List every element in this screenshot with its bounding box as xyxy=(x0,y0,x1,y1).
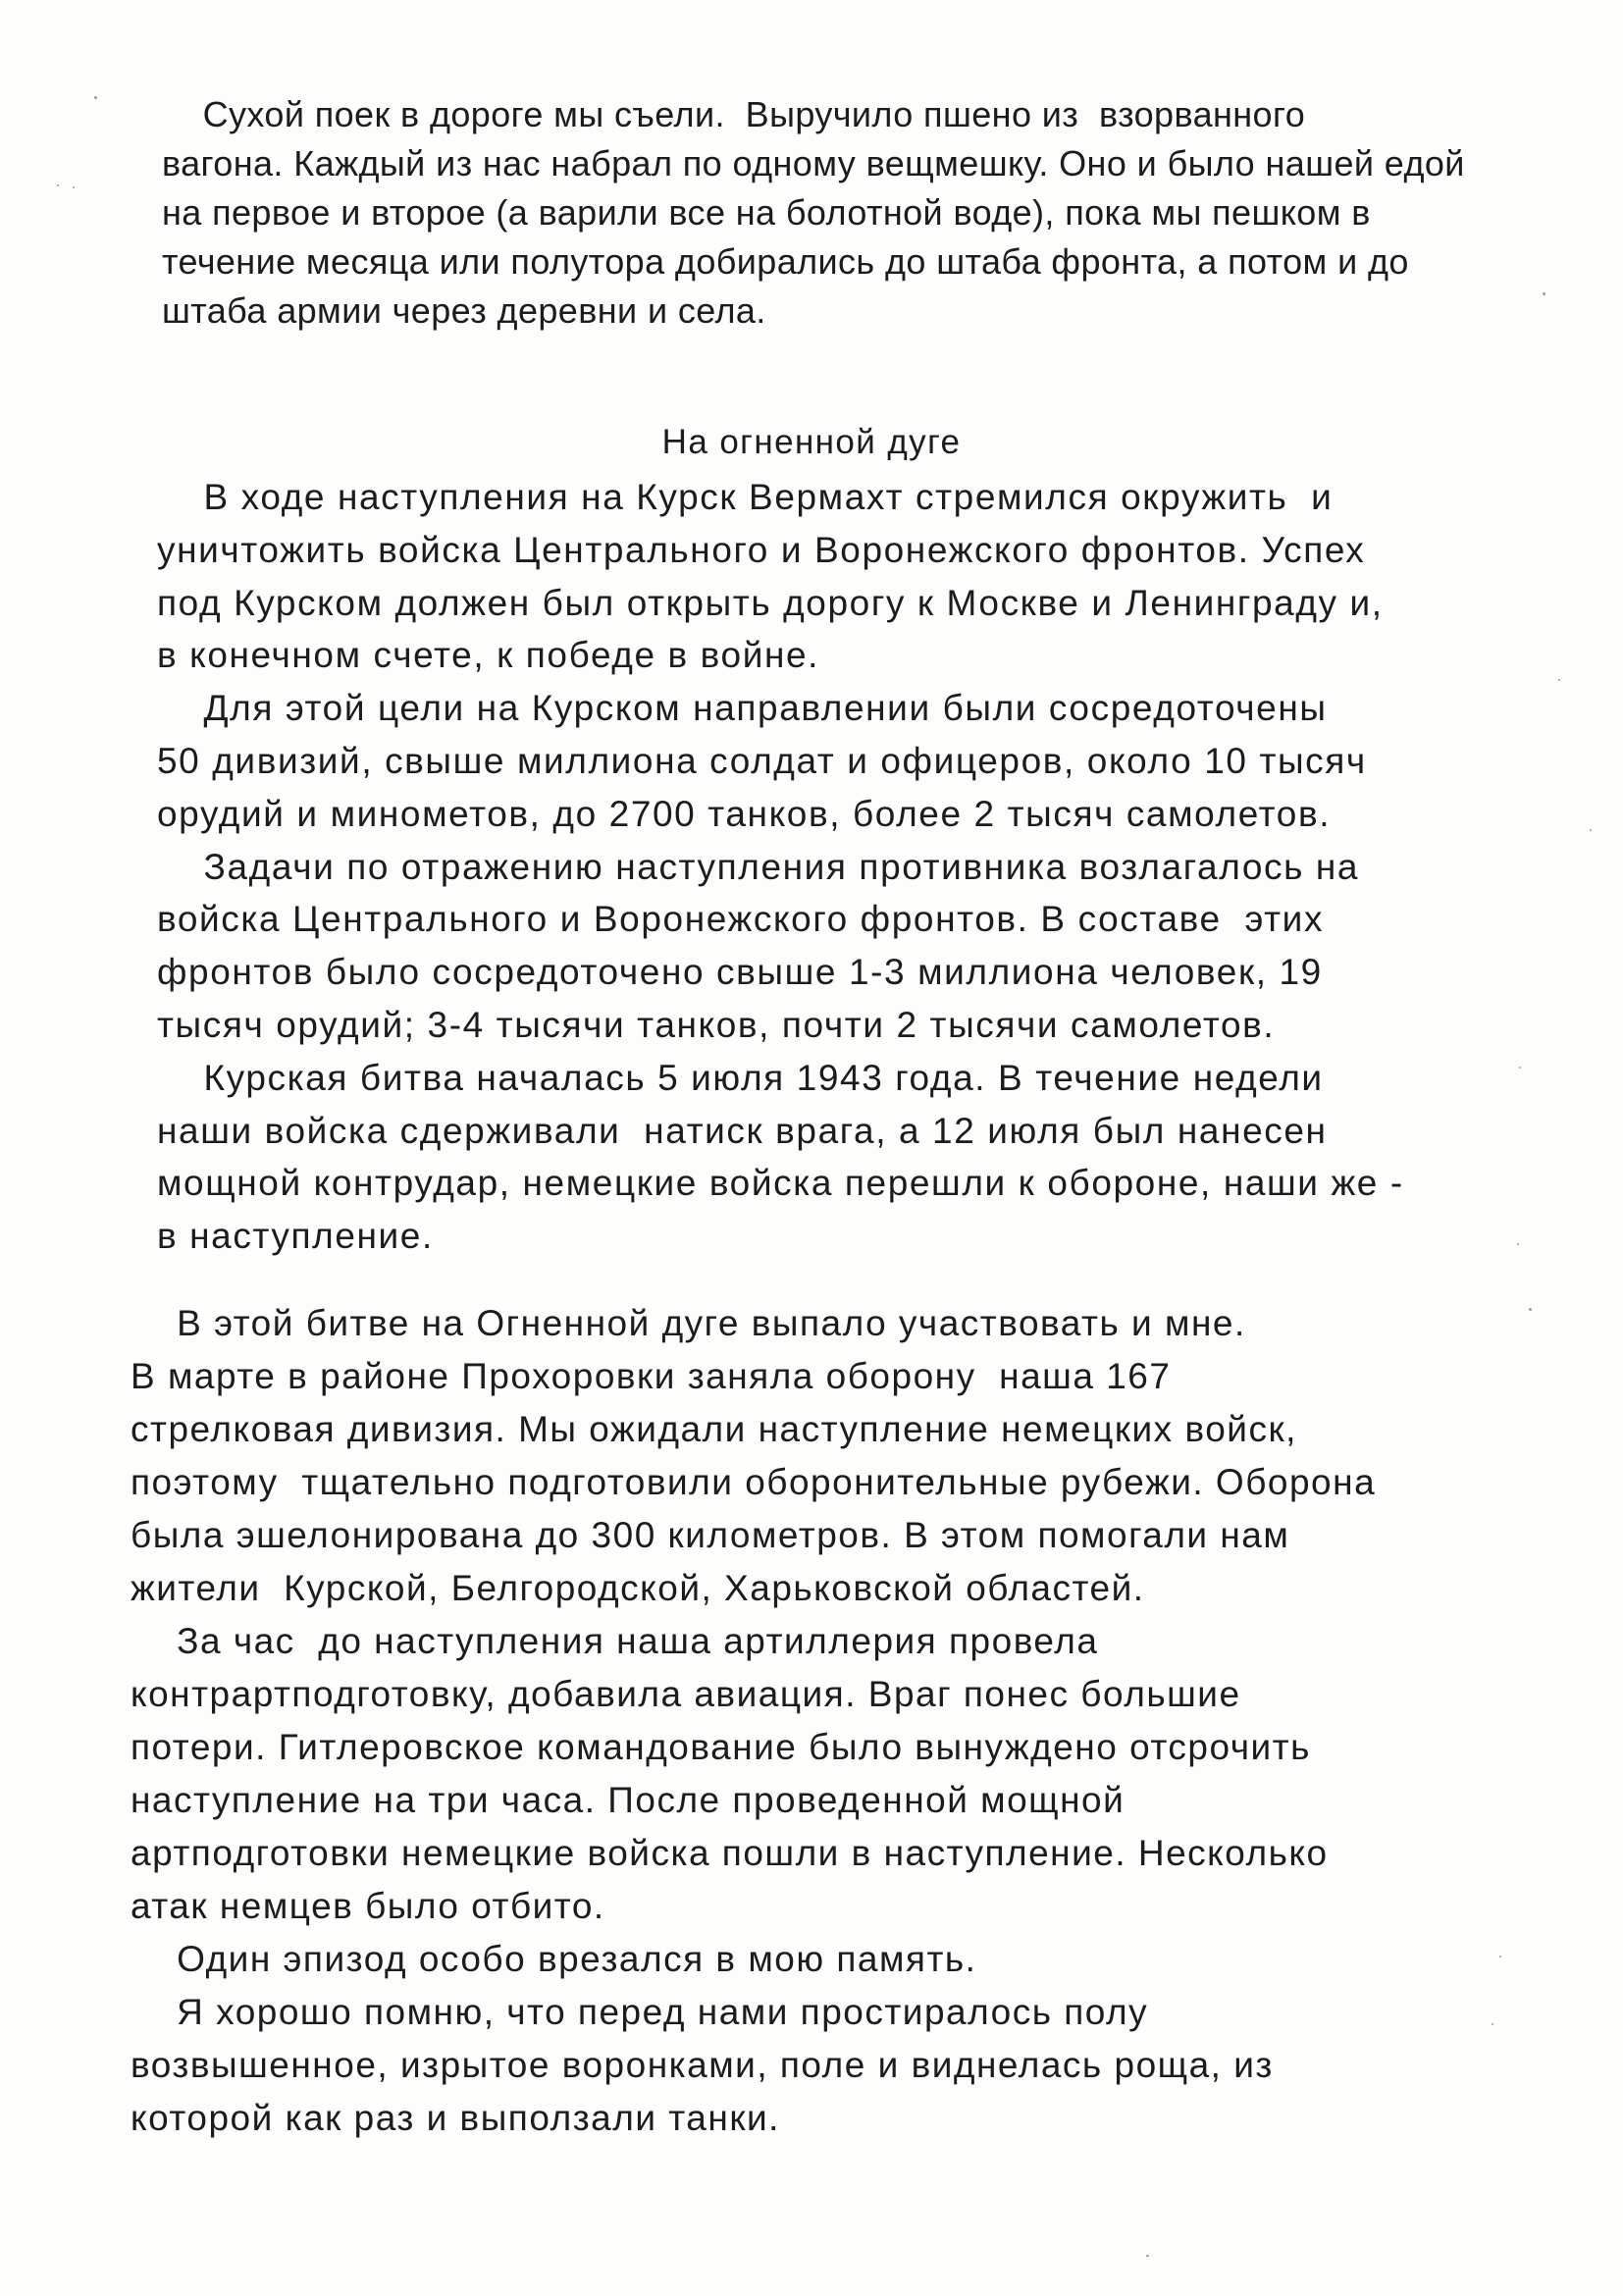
scan-speck xyxy=(1590,829,1592,831)
text-line: под Курском должен был открыть дорогу к Москве и Ленинграду и, xyxy=(157,582,1384,623)
scan-speck xyxy=(73,186,75,188)
scan-speck xyxy=(1519,1067,1521,1069)
section-title: На огненной дуге xyxy=(661,423,962,461)
scan-speck xyxy=(1558,679,1560,681)
text-line: Для этой цели на Курском направлении были сосредоточены xyxy=(157,688,1328,729)
scan-speck xyxy=(1517,1243,1519,1245)
text-line: на первое и второе (а варили все на болотной воде), пока мы пешком в xyxy=(162,192,1371,233)
text-line: течение месяца или полутора добирались до штаба фронта, а потом и до xyxy=(162,241,1409,282)
text-line: Я хорошо помню, что перед нами простиралось полу xyxy=(131,1992,1149,2032)
text-line: В марте в районе Прохоровки заняла оборону наша 167 xyxy=(131,1356,1172,1396)
text-line: наши войска сдерживали натиск врага, а 12 июля был нанесен xyxy=(157,1110,1328,1151)
scan-speck xyxy=(1529,1308,1532,1311)
text-line: в конечном счете, к победе в войне. xyxy=(157,635,820,676)
text-line: артподготовки немецкие войска пошли в наступление. Несколько xyxy=(131,1833,1329,1873)
text-line: потери. Гитлеровское командование было вынуждено отсрочить xyxy=(131,1727,1311,1767)
text-line: Сухой поек в дороге мы съели. Выручило пшено из взорванного xyxy=(162,94,1306,134)
scan-speck xyxy=(1543,292,1545,295)
continuation-body xyxy=(131,1297,1376,2145)
text-line: возвышенное, изрытое воронками, поле и виднелась роща, из xyxy=(131,2045,1274,2085)
scan-speck xyxy=(94,96,97,99)
text-line: Один эпизод особо врезался в мою память. xyxy=(131,1939,977,1979)
text-line: вагона. Каждый из нас набрал по одному вещмешку. Оно и было нашей едой xyxy=(162,143,1465,183)
text-line: наступление на три часа. После проведенной мощной xyxy=(131,1780,1126,1820)
text-line: орудий и минометов, до 2700 танков, более 2 тысяч самолетов. xyxy=(157,793,1332,834)
text-line: тысяч орудий; 3-4 тысячи танков, почти 2 тысячи самолетов. xyxy=(157,1004,1276,1045)
text-line: За час до наступления наша артиллерия провела xyxy=(131,1621,1099,1661)
text-line: штаба армии через деревни и села. xyxy=(162,290,766,331)
text-line: уничтожить войска Центрального и Воронежского фронтов. Успех xyxy=(157,529,1366,570)
text-line: 50 дивизий, свыше миллиона солдат и офицеров, около 10 тысяч xyxy=(157,740,1367,781)
text-line: фронтов было сосредоточено свыше 1-3 миллиона человек, 19 xyxy=(157,952,1323,993)
section-body xyxy=(157,471,1404,1263)
text-line: В ходе наступления на Курск Вермахт стремился окружить и xyxy=(157,477,1334,517)
scan-speck xyxy=(57,184,59,186)
scan-speck xyxy=(1499,1956,1501,1957)
text-line: Задачи по отражению наступления противника возлагалось на xyxy=(157,846,1360,887)
text-line: была эшелонирована до 300 километров. В этом помогали нам xyxy=(131,1515,1290,1555)
text-line: атак немцев было отбито. xyxy=(131,1886,605,1926)
text-line: В этой битве на Огненной дуге выпало участвовать и мне. xyxy=(131,1303,1246,1343)
text-line: в наступление. xyxy=(157,1216,434,1257)
text-line: контрартподготовку, добавила авиация. Враг понес большие xyxy=(131,1674,1241,1714)
text-line: поэтому тщательно подготовили оборонительные рубежи. Оборона xyxy=(131,1462,1377,1502)
scan-speck xyxy=(1146,2255,1149,2257)
text-line: Курская битва началась 5 июля 1943 года. В течение недели xyxy=(157,1057,1324,1098)
text-line: стрелковая дивизия. Мы ожидали наступление немецких войск, xyxy=(131,1409,1297,1449)
text-line: мощной контрудар, немецкие войска перешли к обороне, наши же - xyxy=(157,1163,1404,1204)
text-line: войска Центрального и Воронежского фронтов. В составе этих xyxy=(157,899,1325,940)
scan-speck xyxy=(1492,2023,1493,2025)
paragraph-1 xyxy=(162,90,1465,336)
text-line: которой как раз и выползали танки. xyxy=(131,2098,780,2138)
text-line: жители Курской, Белгородской, Харьковской областей. xyxy=(131,1568,1145,1608)
